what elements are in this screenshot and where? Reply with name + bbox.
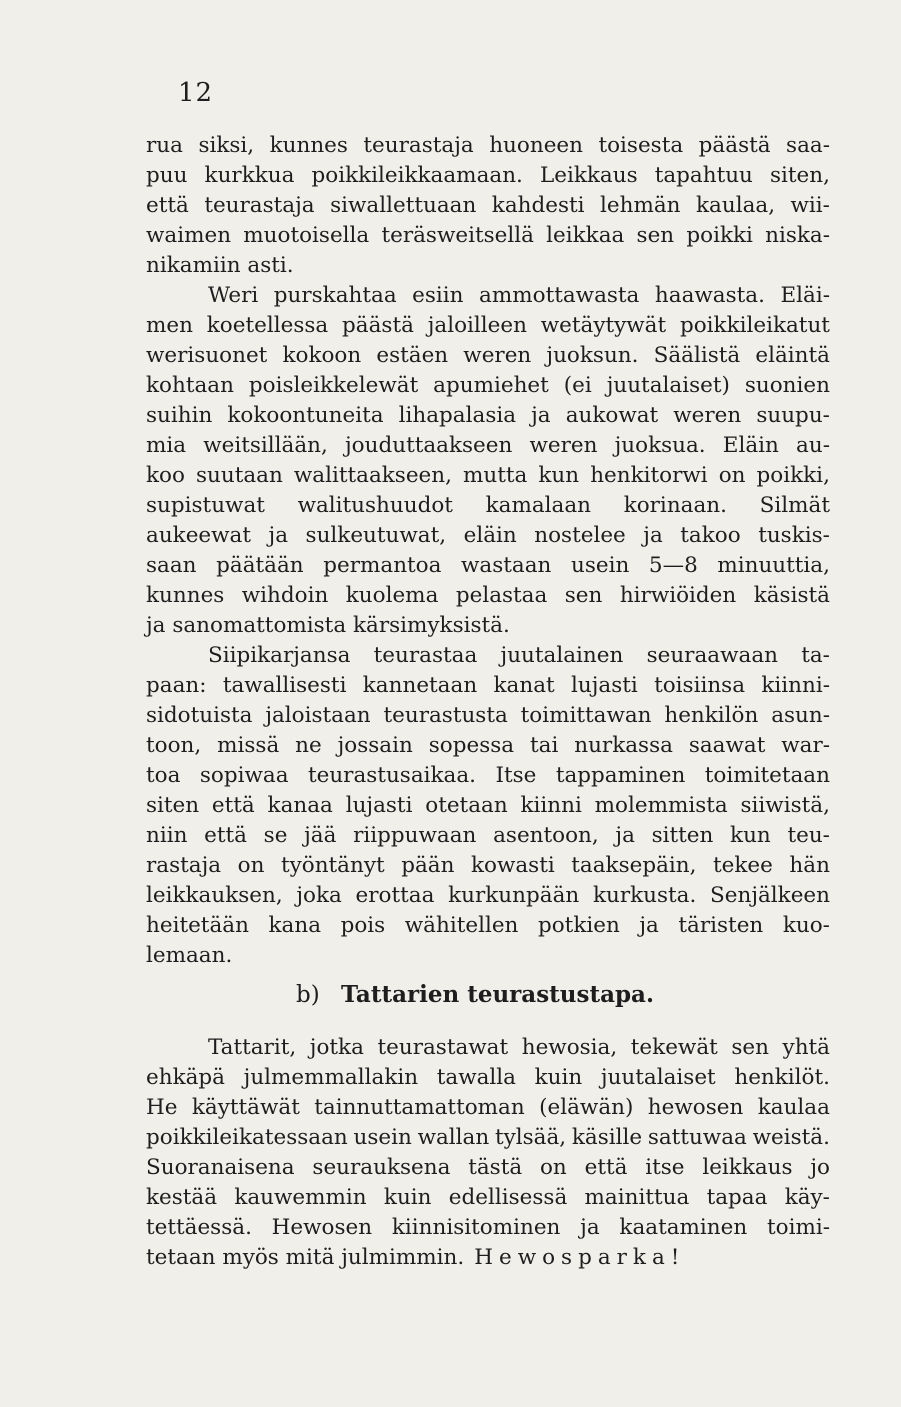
text-line: suihin kokoontuneita lihapalasia ja aukowat weren suupu- <box>146 403 830 428</box>
text-line: Suoranaisena seurauksena tästä on että itse leikkaus jo <box>146 1155 830 1180</box>
text-line: puu kurkkua poikkileikkaamaan. Leikkaus tapahtuu siten, <box>146 163 830 188</box>
text-line: Siipikarjansa teurastaa juutalainen seuraawaan ta- <box>208 643 830 668</box>
text-line: aukeewat ja sulkeutuwat, eläin nostelee ja takoo tuskis- <box>146 523 830 548</box>
text-line: poikkileikatessaan usein wallan tylsää, käsille sattuwaa weistä. <box>146 1125 830 1150</box>
text-line: Weri purskahtaa esiin ammottawasta haawasta. Eläi- <box>208 283 830 308</box>
text-line: rastaja on työntänyt pään kowasti taaksepäin, tekee hän <box>146 853 830 878</box>
text-line: ja sanomattomista kärsimyksistä. <box>146 613 510 638</box>
text-line: waimen muotoisella teräsweitsellä leikkaa sen poikki niska- <box>146 223 830 248</box>
text-line: siten että kanaa lujasti otetaan kiinni molemmista siiwistä, <box>146 793 830 818</box>
section-heading <box>296 981 654 1008</box>
text-line: lemaan. <box>146 943 233 968</box>
text-line: sidotuista jaloistaan teurastusta toimittawan henkilön asun- <box>146 703 830 728</box>
text-line: rua siksi, kunnes teurastaja huoneen toisesta päästä saa- <box>146 133 830 158</box>
text-line: kohtaan poisleikkelewät apumiehet (ei juutalaiset) suonien <box>146 373 830 398</box>
text-line: saan päätään permantoa wastaan usein 5—8 minuuttia, <box>146 553 830 578</box>
text-line: supistuwat walitushuudot kamalaan korinaan. Silmät <box>146 493 830 518</box>
text-line: ehkäpä julmemmallakin tawalla kuin juutalaiset henkilöt. <box>146 1065 830 1090</box>
text-line: tettäessä. Hewosen kiinnisitominen ja kaataminen toimi- <box>146 1215 830 1240</box>
text-line: leikkauksen, joka erottaa kurkunpään kurkusta. Senjälkeen <box>146 883 830 908</box>
text-line: mia weitsillään, jouduttaakseen weren juoksua. Eläin au- <box>146 433 830 458</box>
text-line: että teurastaja siwallettuaan kahdesti lehmän kaulaa, wii- <box>146 193 830 218</box>
text-line: kestää kauwemmin kuin edellisessä mainittua tapaa käy- <box>146 1185 830 1210</box>
text-line: toon, missä ne jossain sopessa tai nurkassa saawat war- <box>146 733 830 758</box>
text-line: kunnes wihdoin kuolema pelastaa sen hirwiöiden käsistä <box>146 583 830 608</box>
text-line: paan: tawallisesti kannetaan kanat lujasti toisiinsa kiinni- <box>146 673 830 698</box>
text-line: toa sopiwaa teurastusaikaa. Itse tappaminen toimitetaan <box>146 763 830 788</box>
text-line: koo suutaan walittaakseen, mutta kun henkitorwi on poikki, <box>146 463 830 488</box>
text-line: men koetellessa päästä jaloilleen wetäytywät poikkileikatut <box>146 313 830 338</box>
text-line: werisuonet kokoon estäen weren juoksun. Säälistä eläintä <box>146 343 830 368</box>
final-emphasis: Hewosparka! <box>474 1245 686 1270</box>
section-title: Tattarien teurastustapa. <box>341 981 654 1008</box>
text-line-final <box>146 1243 830 1273</box>
text-line: niin että se jää riippuwaan asentoon, ja sitten kun teu- <box>146 823 830 848</box>
text-line: heitetään kana pois wähitellen potkien ja täristen kuo- <box>146 913 830 938</box>
text-line: He käyttäwät tainnuttamattoman (eläwän) hewosen kaulaa <box>146 1095 830 1120</box>
page-number: 12 <box>178 78 214 108</box>
final-line-text: tetaan myös mitä julmimmin. <box>146 1245 465 1270</box>
text-line: nikamiin asti. <box>146 253 294 278</box>
text-line: Tattarit, jotka teurastawat hewosia, tekewät sen yhtä <box>208 1035 830 1060</box>
section-label: b) <box>296 982 320 1008</box>
